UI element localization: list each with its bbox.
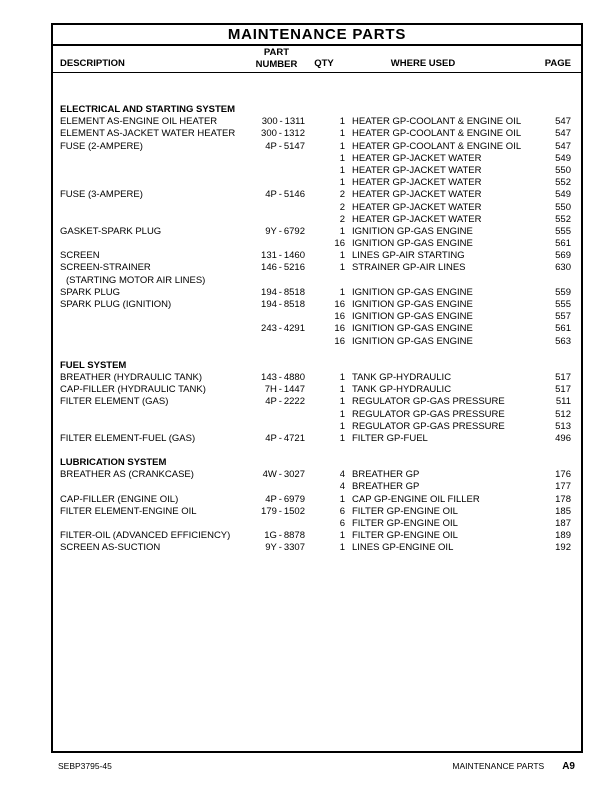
cell-description: ELEMENT AS-ENGINE OIL HEATER <box>60 116 218 128</box>
cell-page: 569 <box>555 250 571 262</box>
parts-section <box>53 457 581 555</box>
table-row <box>53 128 581 140</box>
cell-where-used: IGNITION GP-GAS ENGINE <box>352 286 473 298</box>
table-row <box>53 202 581 214</box>
table-header <box>53 46 581 73</box>
cell-where-used: IGNITION GP-GAS ENGINE <box>352 323 473 335</box>
cell-qty: 4 <box>339 469 345 481</box>
cell-part-number: 300 - 1312 <box>261 128 305 140</box>
table-row <box>53 542 581 554</box>
table-row <box>53 518 581 530</box>
col-header-page: PAGE <box>544 58 571 69</box>
cell-page: 555 <box>555 225 571 237</box>
table-row <box>53 481 581 493</box>
table-row <box>53 494 581 506</box>
cell-part-number: 4P - 4721 <box>265 432 305 444</box>
col-header-part-line1: PART <box>263 47 290 58</box>
cell-description: (STARTING MOTOR AIR LINES) <box>66 274 206 286</box>
parts-table-frame <box>51 23 583 753</box>
table-row <box>53 396 581 408</box>
cell-part-number: 194 - 8518 <box>261 299 305 310</box>
cell-qty: 1 <box>339 128 345 140</box>
table-row <box>53 250 581 262</box>
cell-where-used: REGULATOR GP-GAS PRESSURE <box>352 420 505 432</box>
col-header-qty: QTY <box>314 58 334 69</box>
cell-where-used: FILTER GP-ENGINE OIL <box>352 505 458 517</box>
cell-description: FUSE (2-AMPERE) <box>60 140 143 152</box>
cell-part-number: 300 - 1311 <box>261 116 305 128</box>
cell-page: 189 <box>555 530 571 542</box>
cell-page: 547 <box>555 116 571 128</box>
cell-qty: 16 <box>334 311 345 323</box>
cell-page: 552 <box>555 213 571 225</box>
cell-where-used: BREATHER GP <box>352 481 420 493</box>
cell-qty: 16 <box>334 335 345 347</box>
cell-page: 549 <box>555 152 571 164</box>
table-row <box>53 421 581 433</box>
cell-description: SPARK PLUG (IGNITION) <box>60 299 172 310</box>
section-title: ELECTRICAL AND STARTING SYSTEM <box>60 104 236 115</box>
cell-part-number: 146 - 5216 <box>261 262 305 274</box>
cell-part-number: 7H - 1447 <box>264 384 305 396</box>
cell-where-used: LINES GP-AIR STARTING <box>352 250 465 262</box>
cell-page: 561 <box>555 323 571 335</box>
cell-qty: 1 <box>339 432 345 444</box>
table-row <box>53 311 581 323</box>
cell-part-number: 1G - 8878 <box>264 530 305 542</box>
cell-page: 178 <box>555 493 571 505</box>
table-row <box>53 506 581 518</box>
cell-qty: 1 <box>339 396 345 408</box>
table-row <box>53 469 581 481</box>
cell-qty: 16 <box>334 238 345 250</box>
cell-where-used: IGNITION GP-GAS ENGINE <box>352 238 473 250</box>
cell-description: BREATHER (HYDRAULIC TANK) <box>60 371 202 383</box>
table-row <box>53 189 581 201</box>
cell-where-used: TANK GP-HYDRAULIC <box>352 384 452 396</box>
cell-part-number: 131 - 1460 <box>261 250 305 262</box>
cell-where-used: LINES GP-ENGINE OIL <box>352 542 454 554</box>
cell-description: SCREEN-STRAINER <box>60 262 151 274</box>
cell-qty: 4 <box>339 481 345 493</box>
cell-where-used: CAP GP-ENGINE OIL FILLER <box>352 493 480 505</box>
cell-qty: 1 <box>339 420 345 432</box>
cell-description: FILTER-OIL (ADVANCED EFFICIENCY) <box>60 530 231 542</box>
cell-where-used: HEATER GP-JACKET WATER <box>352 152 482 164</box>
cell-description: SPARK PLUG <box>60 286 121 298</box>
cell-qty: 1 <box>339 164 345 176</box>
cell-page: 517 <box>555 371 571 383</box>
cell-qty: 1 <box>339 408 345 420</box>
cell-page: 549 <box>555 189 571 201</box>
page-footer <box>58 761 575 772</box>
cell-qty: 16 <box>334 323 345 335</box>
parts-section <box>53 360 581 445</box>
cell-where-used: TANK GP-HYDRAULIC <box>352 371 452 383</box>
cell-page: 517 <box>555 384 571 396</box>
cell-where-used: HEATER GP-JACKET WATER <box>352 164 482 176</box>
col-header-part-line2: NUMBER <box>255 58 298 70</box>
cell-where-used: IGNITION GP-GAS ENGINE <box>352 225 473 237</box>
table-row <box>53 287 581 299</box>
cell-where-used: STRAINER GP-AIR LINES <box>352 262 466 274</box>
footer-right-group <box>452 761 575 772</box>
cell-part-number: 4P - 5147 <box>265 140 305 152</box>
table-row <box>53 336 581 348</box>
cell-qty: 1 <box>339 542 345 554</box>
cell-qty: 2 <box>339 201 345 213</box>
table-row <box>53 153 581 165</box>
cell-qty: 1 <box>339 225 345 237</box>
col-header-part-number <box>246 47 307 70</box>
cell-qty: 6 <box>339 518 345 529</box>
table-row <box>53 384 581 396</box>
table-row <box>53 141 581 153</box>
cell-description: ELEMENT AS-JACKET WATER HEATER <box>60 128 236 140</box>
cell-part-number: 9Y - 3307 <box>265 542 305 554</box>
table-row <box>53 323 581 335</box>
cell-where-used: IGNITION GP-GAS ENGINE <box>352 299 473 310</box>
cell-qty: 2 <box>339 213 345 225</box>
section-header-row <box>53 457 581 469</box>
cell-page: 511 <box>555 396 571 408</box>
cell-description: SCREEN <box>60 250 100 262</box>
col-header-description: DESCRIPTION <box>60 58 125 69</box>
cell-page: 559 <box>555 286 571 298</box>
cell-description: CAP-FILLER (HYDRAULIC TANK) <box>60 384 206 396</box>
table-row <box>53 116 581 128</box>
cell-qty: 1 <box>339 152 345 164</box>
table-row <box>53 409 581 421</box>
cell-description: BREATHER AS (CRANKCASE) <box>60 469 194 481</box>
cell-page: 547 <box>555 128 571 140</box>
parts-table-body <box>53 73 581 555</box>
cell-qty: 1 <box>339 286 345 298</box>
cell-page: 496 <box>555 432 571 444</box>
cell-where-used: HEATER GP-JACKET WATER <box>352 201 482 213</box>
table-row <box>53 238 581 250</box>
cell-part-number: 179 - 1502 <box>261 505 305 517</box>
table-row <box>53 177 581 189</box>
cell-page: 557 <box>555 311 571 323</box>
section-header-row <box>53 360 581 372</box>
section-header-row <box>53 104 581 116</box>
cell-where-used: FILTER GP-ENGINE OIL <box>352 518 458 529</box>
table-row <box>53 275 581 287</box>
table-row <box>53 214 581 226</box>
table-row <box>53 530 581 542</box>
cell-page: 185 <box>555 505 571 517</box>
cell-qty: 16 <box>334 299 345 310</box>
cell-qty: 2 <box>339 189 345 201</box>
footer-document-number: SEBP3795-45 <box>58 761 112 771</box>
cell-where-used: HEATER GP-JACKET WATER <box>352 189 482 201</box>
page-title: MAINTENANCE PARTS <box>53 25 581 46</box>
cell-description: FUSE (3-AMPERE) <box>60 189 143 201</box>
cell-where-used: HEATER GP-COOLANT & ENGINE OIL <box>352 140 522 152</box>
cell-page: 550 <box>555 164 571 176</box>
footer-section-label: MAINTENANCE PARTS <box>452 761 545 771</box>
cell-part-number: 143 - 4880 <box>261 371 305 383</box>
table-row <box>53 226 581 238</box>
table-row <box>53 262 581 274</box>
cell-part-number: 4P - 5146 <box>265 189 305 201</box>
cell-qty: 1 <box>339 493 345 505</box>
cell-description: FILTER ELEMENT-FUEL (GAS) <box>60 432 196 444</box>
cell-where-used: IGNITION GP-GAS ENGINE <box>352 335 473 347</box>
cell-part-number: 9Y - 6792 <box>265 225 305 237</box>
table-row <box>53 433 581 445</box>
cell-where-used: HEATER GP-COOLANT & ENGINE OIL <box>352 128 522 140</box>
table-row <box>53 372 581 384</box>
cell-part-number: 4P - 6979 <box>265 493 305 505</box>
cell-description: SCREEN AS-SUCTION <box>60 542 161 554</box>
cell-part-number: 4P - 2222 <box>265 396 305 408</box>
cell-part-number: 4W - 3027 <box>262 469 305 481</box>
cell-page: 512 <box>555 408 571 420</box>
cell-page: 555 <box>555 299 571 310</box>
cell-qty: 6 <box>339 505 345 517</box>
cell-qty: 1 <box>339 371 345 383</box>
cell-where-used: REGULATOR GP-GAS PRESSURE <box>352 408 505 420</box>
cell-qty: 1 <box>339 177 345 189</box>
cell-qty: 1 <box>339 262 345 274</box>
section-title: FUEL SYSTEM <box>60 359 127 371</box>
cell-where-used: FILTER GP-ENGINE OIL <box>352 530 458 542</box>
cell-description: CAP-FILLER (ENGINE OIL) <box>60 493 179 505</box>
cell-where-used: BREATHER GP <box>352 469 420 481</box>
cell-where-used: FILTER GP-FUEL <box>352 432 428 444</box>
cell-where-used: HEATER GP-JACKET WATER <box>352 213 482 225</box>
cell-qty: 1 <box>339 116 345 128</box>
cell-where-used: HEATER GP-COOLANT & ENGINE OIL <box>352 116 522 128</box>
cell-page: 561 <box>555 238 571 250</box>
cell-page: 513 <box>555 420 571 432</box>
cell-page: 630 <box>555 262 571 274</box>
cell-page: 563 <box>555 335 571 347</box>
cell-page: 552 <box>555 177 571 189</box>
footer-page-number: A9 <box>562 761 575 772</box>
cell-description: FILTER ELEMENT-ENGINE OIL <box>60 505 197 517</box>
cell-description: FILTER ELEMENT (GAS) <box>60 396 169 408</box>
cell-qty: 1 <box>339 250 345 262</box>
cell-page: 547 <box>555 140 571 152</box>
cell-where-used: HEATER GP-JACKET WATER <box>352 177 482 189</box>
table-row <box>53 299 581 311</box>
cell-where-used: IGNITION GP-GAS ENGINE <box>352 311 473 323</box>
section-title: LUBRICATION SYSTEM <box>60 457 167 469</box>
cell-page: 192 <box>555 542 571 554</box>
cell-part-number: 194 - 8518 <box>261 286 305 298</box>
cell-qty: 1 <box>339 140 345 152</box>
cell-qty: 1 <box>339 530 345 542</box>
cell-qty: 1 <box>339 384 345 396</box>
cell-description: GASKET-SPARK PLUG <box>60 225 162 237</box>
cell-page: 177 <box>555 481 571 493</box>
table-row <box>53 165 581 177</box>
cell-page: 176 <box>555 469 571 481</box>
cell-page: 187 <box>555 518 571 529</box>
cell-where-used: REGULATOR GP-GAS PRESSURE <box>352 396 505 408</box>
cell-part-number: 243 - 4291 <box>261 323 305 335</box>
col-header-where-used: WHERE USED <box>390 58 456 69</box>
cell-page: 550 <box>555 201 571 213</box>
parts-section <box>53 104 581 348</box>
